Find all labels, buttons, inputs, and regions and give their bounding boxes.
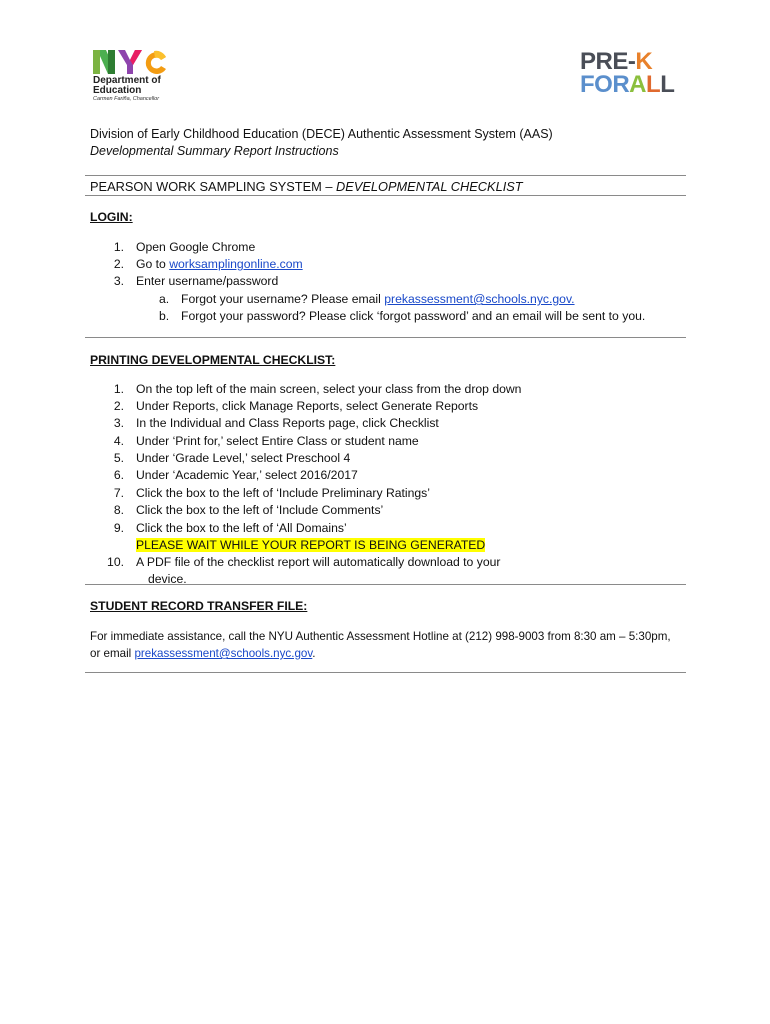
chancellor-name: Carmen Fariña, Chancellor xyxy=(93,96,160,102)
step10-continuation: device. xyxy=(148,572,187,586)
email-link[interactable]: prekassessment@schools.nyc.gov. xyxy=(384,292,575,306)
list-item: 4. Under ‘Print for,’ select Entire Class or student name xyxy=(113,434,419,448)
list-item: a. Forgot your username? Please email prekassessment@schools.nyc.gov. xyxy=(159,292,575,306)
list-item: 9. Click the box to the left of ‘All Domains’ xyxy=(113,521,347,535)
divider xyxy=(85,195,686,196)
login-heading: LOGIN: xyxy=(90,210,133,224)
prek-for-all-logo: PRE-K FORALL xyxy=(580,48,675,98)
assistance-email-line: or email prekassessment@schools.nyc.gov. xyxy=(90,647,316,660)
document-subtitle: Developmental Summary Report Instructions xyxy=(90,144,339,158)
divider xyxy=(85,175,686,176)
printing-heading: PRINTING DEVELOPMENTAL CHECKLIST: xyxy=(90,353,336,367)
list-item: b. Forgot your password? Please click ‘forgot password’ and an email will be sent to you. xyxy=(159,309,646,323)
list-item: 3. Enter username/password xyxy=(113,274,279,288)
transfer-heading: STUDENT RECORD TRANSFER FILE: xyxy=(90,599,308,613)
list-item: 5. Under ‘Grade Level,’ select Preschool 4 xyxy=(113,451,351,465)
document-title: Division of Early Childhood Education (DECE) Authentic Assessment System (AAS) xyxy=(90,127,553,141)
worksampling-link[interactable]: worksamplingonline.com xyxy=(169,257,303,271)
highlight-note: PLEASE WAIT WHILE YOUR REPORT IS BEING GENERATED xyxy=(136,538,486,552)
list-item: 1. Open Google Chrome xyxy=(113,240,256,254)
department-name: Department of Education xyxy=(93,75,161,96)
list-item: 1. On the top left of the main screen, select your class from the drop down xyxy=(113,382,522,396)
divider xyxy=(85,672,686,673)
list-item: 6. Under ‘Academic Year,’ select 2016/2017 xyxy=(113,468,358,482)
list-item: 2. Under Reports, click Manage Reports, select Generate Reports xyxy=(113,399,479,413)
list-item: 3. In the Individual and Class Reports page, click Checklist xyxy=(113,416,439,430)
list-item: 8. Click the box to the left of ‘Include Comments’ xyxy=(113,503,384,517)
divider xyxy=(85,584,686,585)
assistance-text: For immediate assistance, call the NYU Authentic Assessment Hotline at (212) 998-9003 from 8:30 am – 5:30pm, xyxy=(90,630,671,643)
assist-email-link[interactable]: prekassessment@schools.nyc.gov xyxy=(134,647,313,660)
list-item: 7. Click the box to the left of ‘Include Preliminary Ratings’ xyxy=(113,486,430,500)
list-item: 2. Go to worksamplingonline.com xyxy=(113,257,303,271)
list-item: 10. A PDF file of the checklist report will automatically download to your xyxy=(107,555,501,569)
section-title: PEARSON WORK SAMPLING SYSTEM – DEVELOPMENTAL CHECKLIST xyxy=(90,179,523,194)
divider xyxy=(85,337,686,338)
